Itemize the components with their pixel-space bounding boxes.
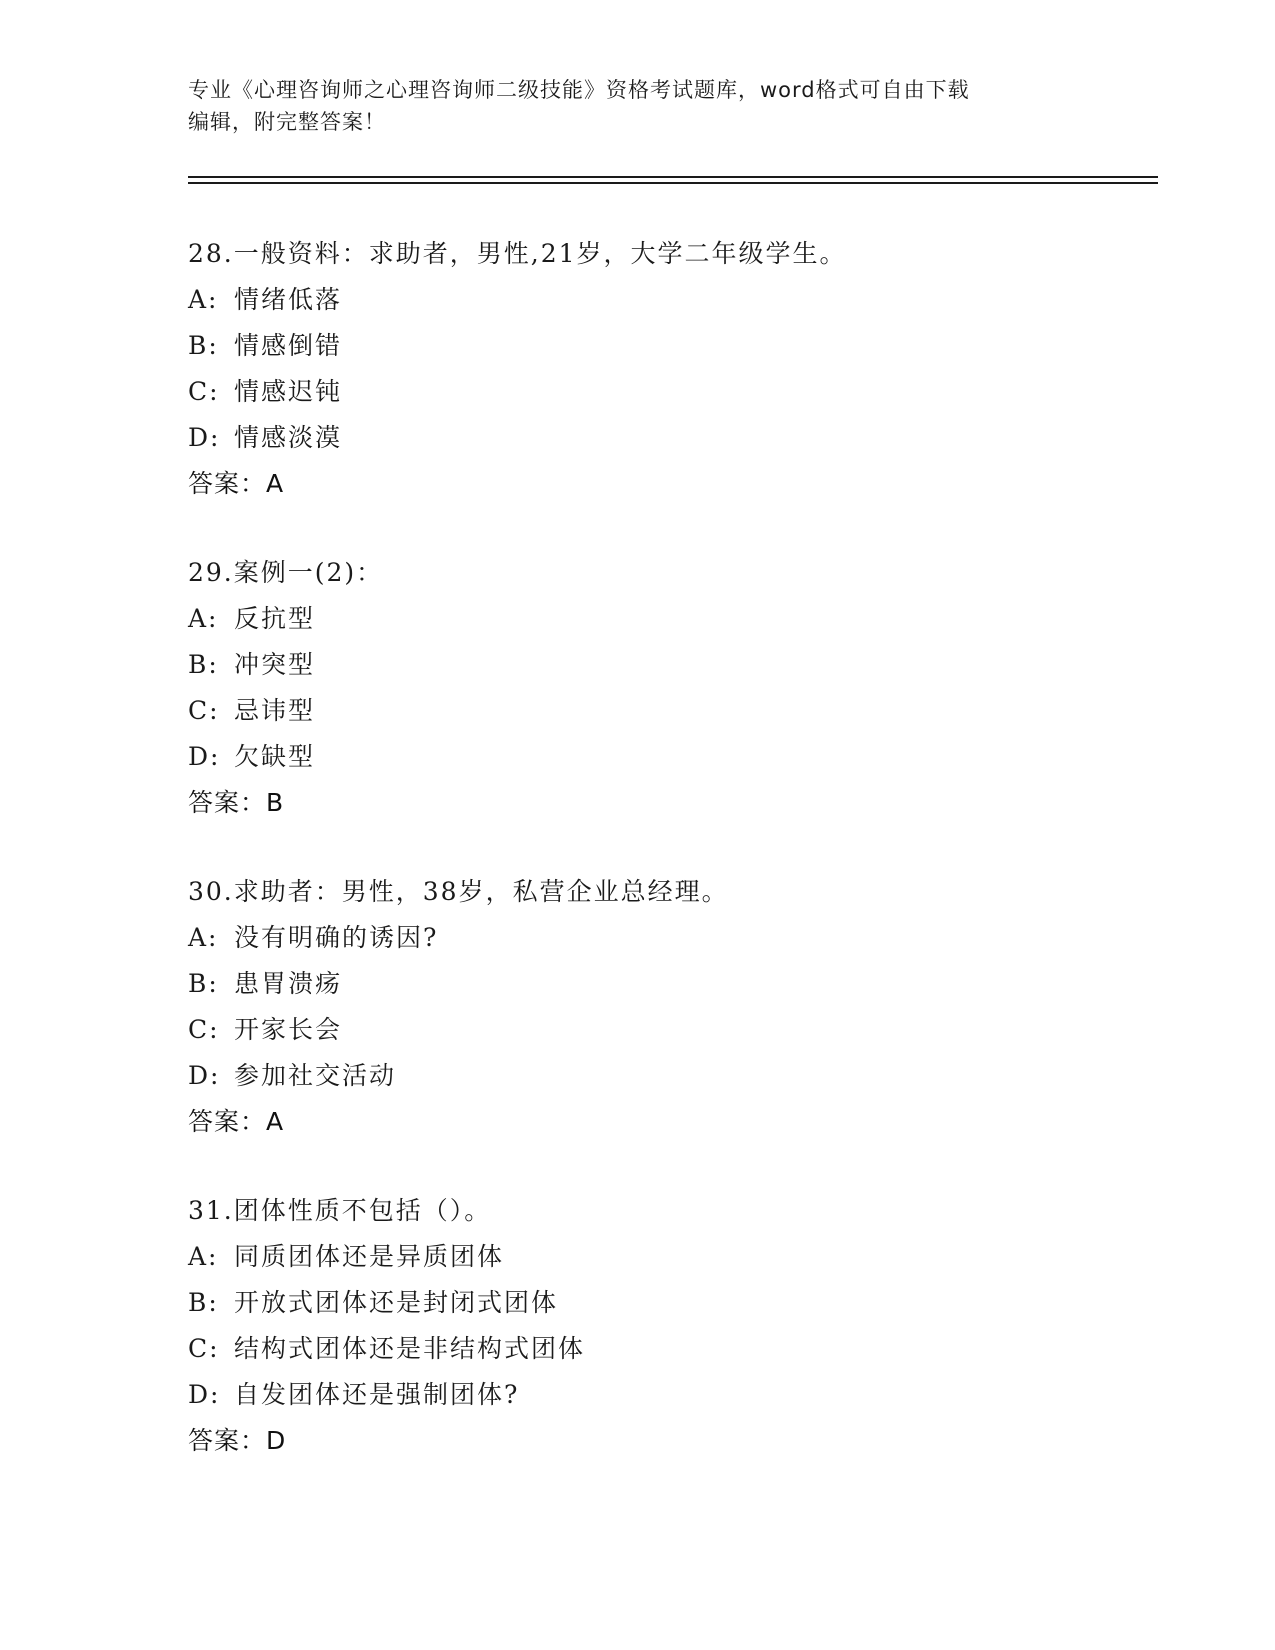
option-text: 欠缺型 [234, 742, 316, 771]
option-b [188, 642, 1138, 688]
option-text: 情绪低落 [234, 285, 343, 314]
question-29 [188, 550, 1138, 826]
option-d [188, 734, 1138, 780]
question-title: 31.团体性质不包括（）。 [188, 1196, 492, 1225]
option-a [188, 915, 1138, 961]
answer: 答案：D [188, 1426, 287, 1455]
option-c [188, 369, 1138, 415]
question-title: 30.求助者：男性，38岁，私营企业总经理。 [188, 877, 729, 906]
question-title: 29.案例一(2)： [188, 558, 384, 587]
option-letter: B: [188, 1288, 219, 1317]
option-a [188, 277, 1138, 323]
option-a [188, 1234, 1138, 1280]
option-letter: B: [188, 331, 219, 360]
option-b [188, 961, 1138, 1007]
option-text: 情感淡漠 [234, 423, 343, 452]
option-text: 情感迟钝 [234, 377, 343, 406]
option-d [188, 1372, 1138, 1418]
option-letter: C: [188, 1015, 220, 1044]
document-header [188, 74, 1088, 138]
option-letter: C: [188, 696, 220, 725]
option-text: 开放式团体还是封闭式团体 [234, 1288, 559, 1317]
option-text: 参加社交活动 [234, 1061, 397, 1090]
option-c [188, 1007, 1138, 1053]
option-letter: B: [188, 969, 219, 998]
option-text: 反抗型 [234, 604, 316, 633]
option-b [188, 323, 1138, 369]
header-divider-top [188, 176, 1158, 178]
option-letter: C: [188, 1334, 220, 1363]
option-letter: D: [188, 1061, 221, 1090]
option-text: 自发团体还是强制团体? [234, 1380, 520, 1409]
answer: 答案：A [188, 1107, 285, 1136]
option-letter: A: [188, 604, 219, 633]
option-letter: D: [188, 742, 221, 771]
answer: 答案：A [188, 469, 285, 498]
option-letter: D: [188, 1380, 221, 1409]
option-d [188, 1053, 1138, 1099]
header-line-2: 编辑，附完整答案！ [188, 110, 386, 134]
option-letter: A: [188, 1242, 219, 1271]
option-letter: B: [188, 650, 219, 679]
question-30 [188, 869, 1138, 1145]
option-text: 结构式团体还是非结构式团体 [234, 1334, 586, 1363]
option-letter: D: [188, 423, 221, 452]
option-b [188, 1280, 1138, 1326]
option-text: 患胃溃疡 [234, 969, 343, 998]
answer: 答案：B [188, 788, 285, 817]
option-letter: A: [188, 285, 219, 314]
option-c [188, 688, 1138, 734]
question-title: 28.一般资料：求助者，男性,21岁，大学二年级学生。 [188, 239, 847, 268]
header-divider-bottom [188, 182, 1158, 184]
option-text: 没有明确的诱因? [234, 923, 439, 952]
header-line-1: 专业《心理咨询师之心理咨询师二级技能》资格考试题库，word格式可自由下载 [188, 78, 970, 102]
option-text: 开家长会 [234, 1015, 343, 1044]
option-a [188, 596, 1138, 642]
question-28 [188, 231, 1138, 507]
option-text: 同质团体还是异质团体 [234, 1242, 505, 1271]
option-c [188, 1326, 1138, 1372]
option-text: 情感倒错 [234, 331, 343, 360]
option-letter: A: [188, 923, 219, 952]
option-letter: C: [188, 377, 220, 406]
option-text: 忌讳型 [234, 696, 316, 725]
question-31 [188, 1188, 1138, 1464]
option-d [188, 415, 1138, 461]
option-text: 冲突型 [234, 650, 316, 679]
